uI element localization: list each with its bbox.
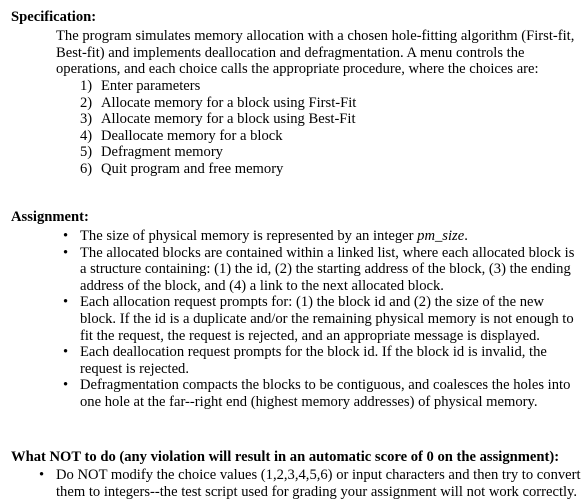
bullet-item	[63, 377, 574, 410]
choice-text: Deallocate memory for a block	[101, 127, 283, 144]
bullet-line: The size of physical memory is represented by an integer pm_size.	[80, 228, 468, 244]
bullet-line: Defragmentation compacts the blocks to be contiguous, and coalesces the holes into	[80, 377, 571, 394]
bullet-dot-icon: •	[63, 344, 69, 361]
bullet-dot-icon: •	[63, 244, 69, 261]
choice-text: Enter parameters	[101, 78, 201, 94]
bullet-item	[39, 467, 581, 500]
menu-choices-list	[80, 78, 356, 178]
choice-number: 4)	[80, 127, 93, 144]
bullet-line: block. If the id is a duplicate and/or the remaining physical memory is not enough to	[80, 310, 574, 327]
what-not-heading: What NOT to do (any violation will result in an automatic score of 0 on the assignment):	[11, 449, 560, 465]
choice-item	[80, 128, 356, 145]
bullet-line: fit the request, the request is rejected, and an appropriate message is displayed.	[80, 327, 540, 344]
choice-text: Allocate memory for a block using First-Fit	[101, 94, 357, 111]
assignment-bullet-list	[63, 228, 575, 411]
choice-number: 3)	[80, 111, 93, 128]
bullet-line: Each allocation request prompts for: (1) the block id and (2) the size of the new	[80, 294, 545, 311]
bullet-line: Do NOT modify the choice values (1,2,3,4,5,6) or input characters and then try to convert	[56, 467, 581, 483]
intro-line: The program simulates memory allocation with a chosen hole-fitting algorithm (First-fit,	[56, 28, 575, 44]
bullet-item	[63, 228, 574, 245]
choice-text: Defragment memory	[101, 144, 223, 161]
bullet-dot-icon: •	[63, 294, 69, 311]
bullet-item	[63, 344, 574, 377]
choice-item	[80, 161, 356, 178]
choice-number: 1)	[80, 78, 93, 94]
choice-number: 6)	[80, 160, 93, 177]
choice-text: Quit program and free memory	[101, 160, 284, 177]
pm-size-variable: pm_size	[417, 228, 465, 244]
bullet-line: them to integers--the test script used for grading your assignment will not work correctly.	[56, 483, 578, 500]
choice-item	[80, 95, 356, 112]
intro-line: Best-fit) and implements deallocation and defragmentation. A menu controls the	[56, 44, 525, 61]
intro-line: operations, and each choice calls the appropriate procedure, where the choices are:	[56, 61, 539, 78]
assignment-heading: Assignment:	[11, 209, 89, 225]
choice-item	[80, 144, 356, 161]
what-not-bullet-list	[39, 467, 581, 500]
bullet-line: a structure containing: (1) the id, (2) the starting address of the block, (3) the ending	[80, 261, 571, 278]
choice-number: 5)	[80, 144, 93, 161]
bullet-line: The allocated blocks are contained within a linked list, where each allocated block is	[80, 244, 575, 261]
bullet-line: Each deallocation request prompts for the block id. If the block id is invalid, the	[80, 344, 547, 361]
choice-item	[80, 111, 356, 128]
bullet-line: address of the block, and (4) a link to the next allocated block.	[80, 277, 444, 294]
bullet-dot-icon: •	[63, 377, 69, 394]
choice-number: 2)	[80, 94, 93, 111]
bullet-line: one hole at the far--right end (highest memory addresses) of physical memory.	[80, 393, 538, 410]
choice-text: Allocate memory for a block using Best-Fit	[101, 111, 356, 128]
bullet-line: request is rejected.	[80, 360, 189, 377]
bullet-dot-icon: •	[63, 228, 69, 244]
choice-item	[80, 78, 356, 95]
bullet-dot-icon: •	[39, 467, 45, 483]
bullet-item	[63, 294, 574, 344]
specification-intro	[56, 28, 581, 78]
bullet-item	[63, 244, 575, 295]
specification-heading: Specification:	[11, 9, 97, 25]
